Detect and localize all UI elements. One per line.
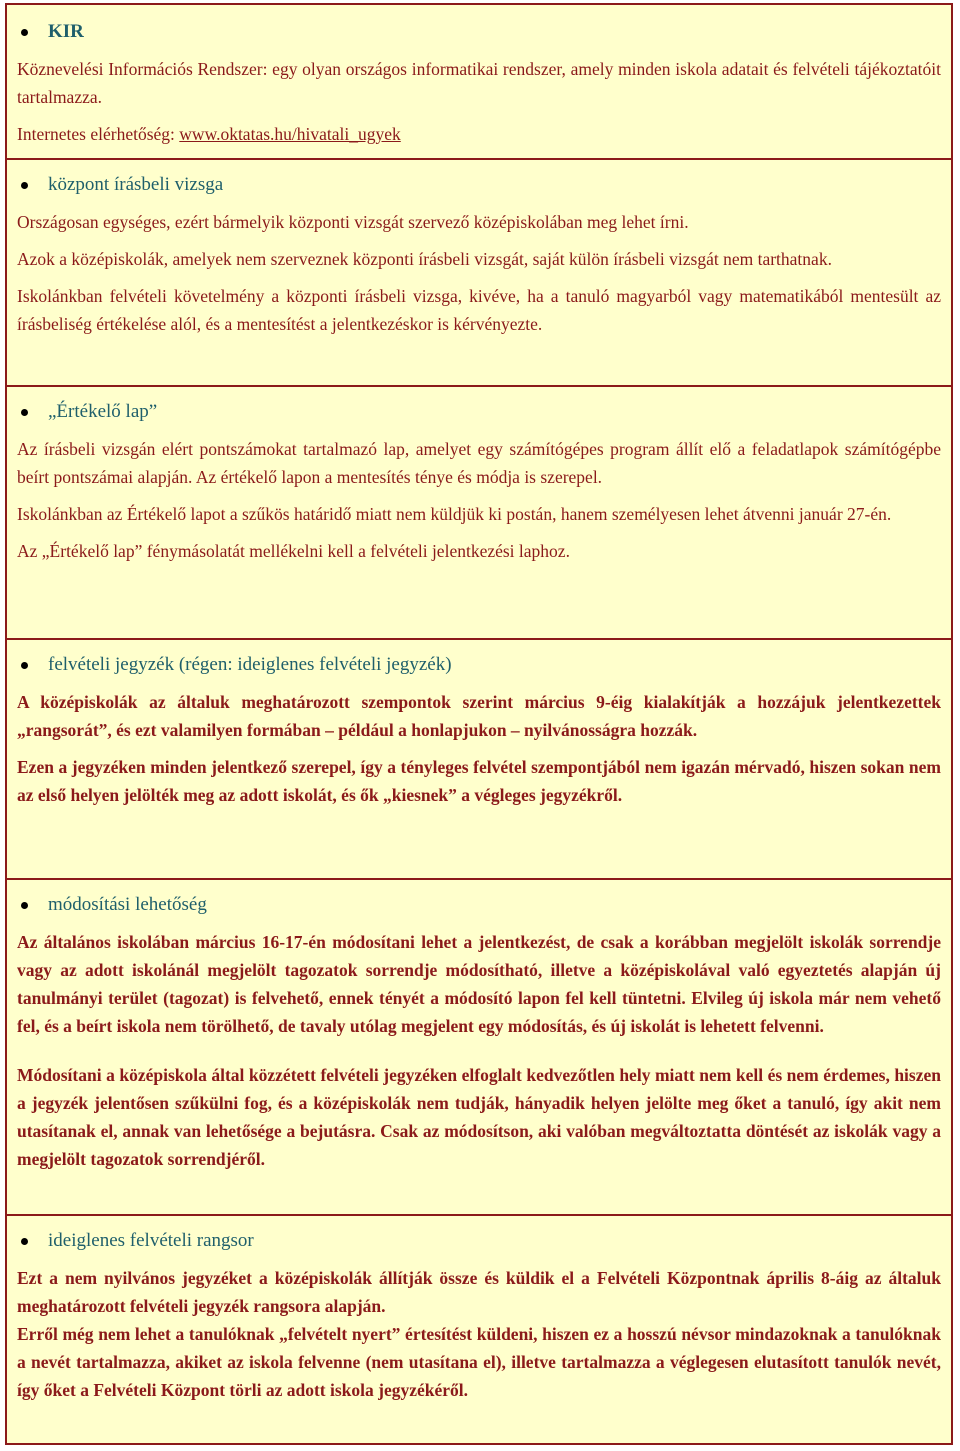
section-felveteli-jegyzek: [7, 640, 951, 880]
paragraph: Köznevelési Információs Rendszer: egy olyan országos informatikai rendszer, amely minden iskola adatait és felvételi tájékoztatóit tartalmazza.: [17, 59, 941, 107]
bullet-icon: [21, 1238, 28, 1245]
paragraph: Erről még nem lehet a tanulóknak „felvételt nyert” értesítést küldeni, hiszen ez a hosszú névsor mindazoknak a tanulóknak a nevét tartalmazza, akiket az iskola felvenne (nem utasítana el), illetve tartalmazza a véglegesen elutasított tanulók nevét, így őket a Felvételi Központ törli az adott iskola jegyzékéről.: [17, 1324, 941, 1400]
section-heading: [17, 1228, 941, 1254]
access-label: Internetes elérhetőség:: [17, 124, 180, 144]
paragraph: Országosan egységes, ezért bármelyik központi vizsgát szervező középiskolában meg lehet írni.: [17, 212, 689, 232]
section-ertekelo-lap: [7, 387, 951, 640]
bullet-icon: [21, 902, 28, 909]
paragraph: Iskolánkban felvételi követelmény a központi írásbeli vizsga, kivéve, ha a tanuló magyarból vagy matematikából mentesült az írásbeliség értékelése alól, és a mentesítést a jelentkezéskor is kérvényezte.: [17, 286, 941, 334]
section-title: módosítási lehetőség: [48, 894, 207, 915]
section-heading: [17, 172, 941, 198]
paragraph: Az általános iskolában március 16-17-én módosítani lehet a jelentkezést, de csak a korábban megjelölt iskolák sorrendje vagy az adott iskolánál megjelölt tagozatok sorrendje módosítható, illetve a középiskolával való egyeztetés alapján új tanulmányi terület (tagozat) is felvehető, ennek tényét a módosító lapon fel kell tüntetni. Elvileg új iskola már nem vehető fel, és a beírt iskola nem törölhető, de tavaly utólag megjelent egy módosítás, és új iskolát is lehetett felvenni.: [17, 932, 941, 1036]
bullet-icon: [21, 182, 28, 189]
section-modositasi-lehetoseg: [7, 880, 951, 1216]
spacer: [17, 1049, 941, 1061]
paragraph: Iskolánkban az Értékelő lapot a szűkös határidő miatt nem küldjük ki postán, hanem személyesen lehet átvenni január 27-én.: [17, 504, 892, 524]
section-heading: [17, 652, 941, 678]
paragraph: Az „Értékelő lap” fénymásolatát mellékelni kell a felvételi jelentkezési laphoz.: [17, 541, 570, 561]
section-kir: [7, 5, 951, 160]
section-heading: [17, 19, 941, 45]
bullet-icon: [21, 29, 28, 36]
section-title: ideiglenes felvételi rangsor: [48, 1230, 254, 1251]
bullet-icon: [21, 409, 28, 416]
section-kozponti-vizsga: [7, 160, 951, 387]
paragraph: Azok a középiskolák, amelyek nem szerveznek központi írásbeli vizsgát, saját külön írásbeli vizsgát nem tarthatnak.: [17, 249, 832, 269]
document-page: [5, 3, 953, 1445]
section-heading: [17, 399, 941, 425]
section-title: felvételi jegyzék (régen: ideiglenes felvételi jegyzék): [48, 654, 452, 675]
section-title: központ írásbeli vizsga: [48, 174, 224, 195]
access-link[interactable]: www.oktatas.hu/hivatali_ugyek: [179, 124, 401, 144]
paragraph: A középiskolák az általuk meghatározott szempontok szerint március 9-éig kialakítják a hozzájuk jelentkezettek „rangsorát”, és ezt valamilyen formában – például a honlapjukon – nyilvánosságra hozzák.: [17, 692, 941, 740]
paragraph: Módosítani a középiskola által közzétett felvételi jegyzéken elfoglalt kedvezőtlen hely miatt nem kell és nem érdemes, hiszen a jegyzék jelentősen szűkülni fog, és a középiskolák nem tudják, hányadik helyen jelölte meg őket a tanuló, így akit nem utasítanak el, annak van lehetősége a bejutásra. Csak az módosítson, aki valóban megváltoztatta döntését az iskolák vagy a megjelölt tagozatok sorrendjéről.: [17, 1065, 941, 1169]
section-heading: [17, 892, 941, 918]
paragraph: Ezt a nem nyilvános jegyzéket a középiskolák állítják össze és küldik el a Felvételi Központnak április 8-áig az általuk meghatározott felvételi jegyzék rangsora alapján.: [17, 1268, 941, 1316]
paragraph: Ezen a jegyzéken minden jelentkező szerepel, így a tényleges felvétel szempontjából nem igazán mérvadó, hiszen sokan nem az első helyen jelölték meg az adott iskolát, és ők „kiesnek” a végleges jegyzékről.: [17, 757, 941, 805]
paragraph: Az írásbeli vizsgán elért pontszámokat tartalmazó lap, amelyet egy számítógépes program állít elő a feladatlapok számítógépbe beírt pontszámai alapján. Az értékelő lapon a mentesítés ténye és módja is szerepel.: [17, 439, 941, 487]
section-title: KIR: [48, 21, 84, 42]
access-line: [17, 120, 941, 148]
section-ideiglenes-rangsor: [7, 1216, 951, 1423]
section-title: „Értékelő lap”: [48, 401, 158, 422]
bullet-icon: [21, 662, 28, 669]
